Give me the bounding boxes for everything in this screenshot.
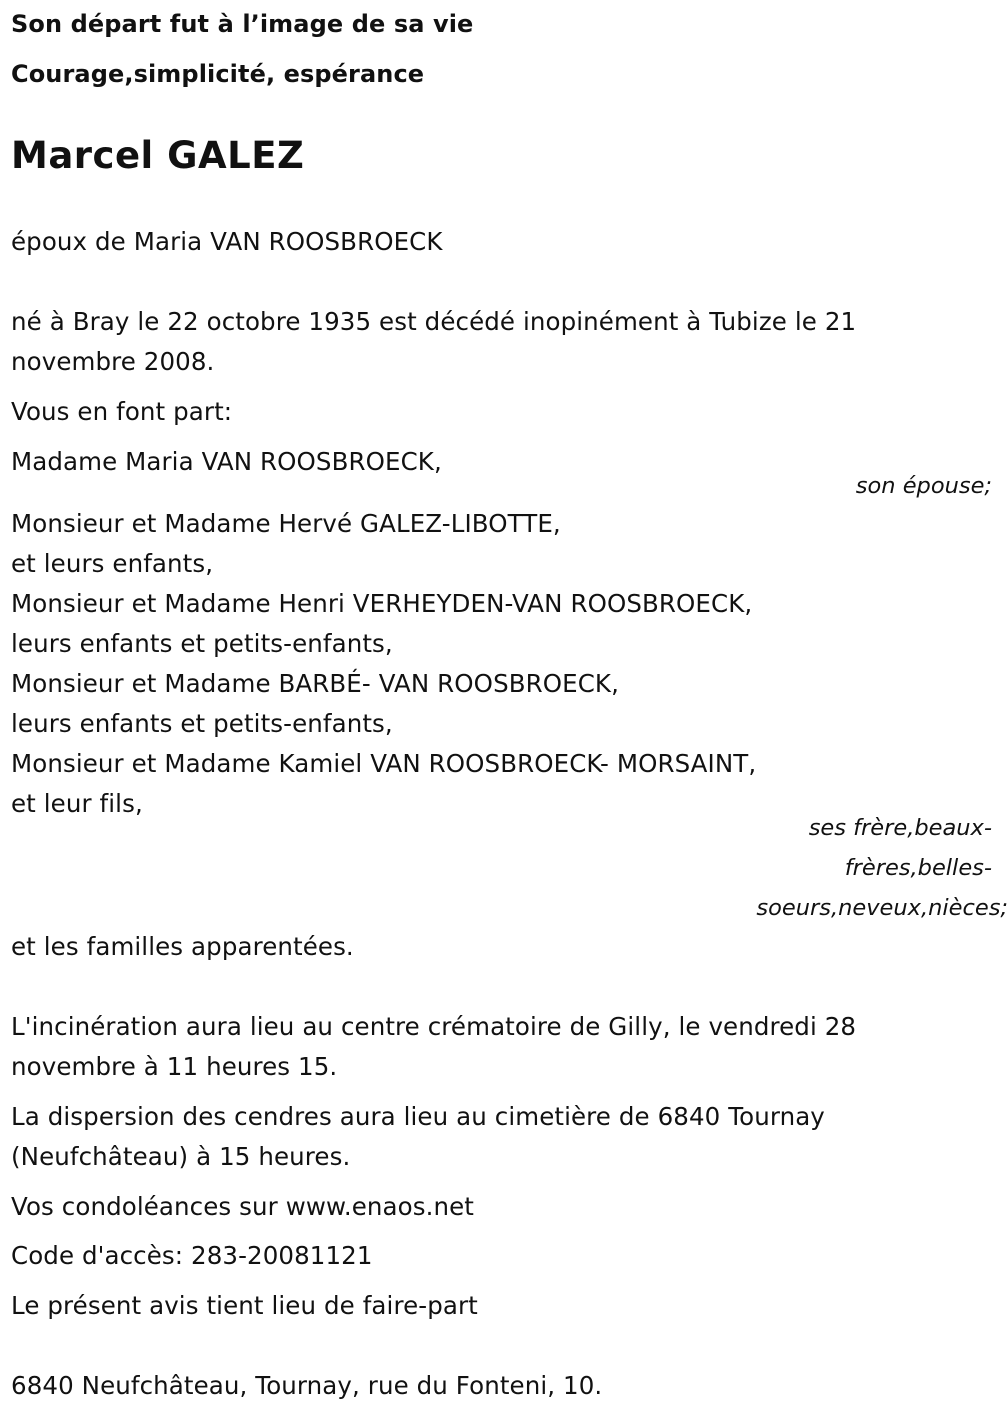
cremation-line-1: L'incinération aura lieu au centre crématoire de Gilly, le vendredi 28	[11, 1012, 857, 1041]
deceased-name: Marcel GALEZ	[11, 134, 305, 177]
related-families: et les familles apparentées.	[11, 932, 354, 961]
family-line: Monsieur et Madame Kamiel VAN ROOSBROECK- MORSAINT,	[11, 749, 757, 778]
family-line: Monsieur et Madame BARBÉ- VAN ROOSBROECK,	[11, 669, 619, 698]
family-role-line: frères,belles-	[844, 855, 992, 881]
dispersion-line-1: La dispersion des cendres aura lieu au cimetière de 6840 Tournay	[11, 1102, 825, 1131]
spouse-name: Madame Maria VAN ROOSBROECK,	[11, 447, 442, 476]
family-line: Monsieur et Madame Hervé GALEZ-LIBOTTE,	[11, 509, 561, 538]
birth-death-line-1: né à Bray le 22 octobre 1935 est décédé inopinément à Tubize le 21	[11, 307, 857, 336]
motto-line-2: Courage,simplicité, espérance	[11, 60, 425, 88]
family-line: et leurs enfants,	[11, 549, 214, 578]
announcement-intro: Vous en font part:	[11, 397, 233, 426]
family-line: leurs enfants et petits-enfants,	[11, 629, 393, 658]
family-role-line: soeurs,neveux,nièces;	[756, 895, 1008, 921]
notice-line: Le présent avis tient lieu de faire-part	[11, 1291, 478, 1320]
spouse-line: époux de Maria VAN ROOSBROECK	[11, 227, 443, 256]
family-line: leurs enfants et petits-enfants,	[11, 709, 393, 738]
dispersion-line-2: (Neufchâteau) à 15 heures.	[11, 1142, 351, 1171]
condolences-line: Vos condoléances sur www.enaos.net	[11, 1192, 475, 1221]
access-code: Code d'accès: 283-20081121	[11, 1241, 373, 1270]
spouse-role: son épouse;	[855, 473, 992, 499]
address-line: 6840 Neufchâteau, Tournay, rue du Fonteni, 10.	[11, 1371, 603, 1400]
family-line: et leur fils,	[11, 789, 143, 818]
birth-death-line-2: novembre 2008.	[11, 347, 215, 376]
cremation-line-2: novembre à 11 heures 15.	[11, 1052, 338, 1081]
family-line: Monsieur et Madame Henri VERHEYDEN-VAN ROOSBROECK,	[11, 589, 753, 618]
motto-line-1: Son départ fut à l’image de sa vie	[11, 10, 474, 38]
family-role-line: ses frère,beaux-	[808, 815, 992, 841]
